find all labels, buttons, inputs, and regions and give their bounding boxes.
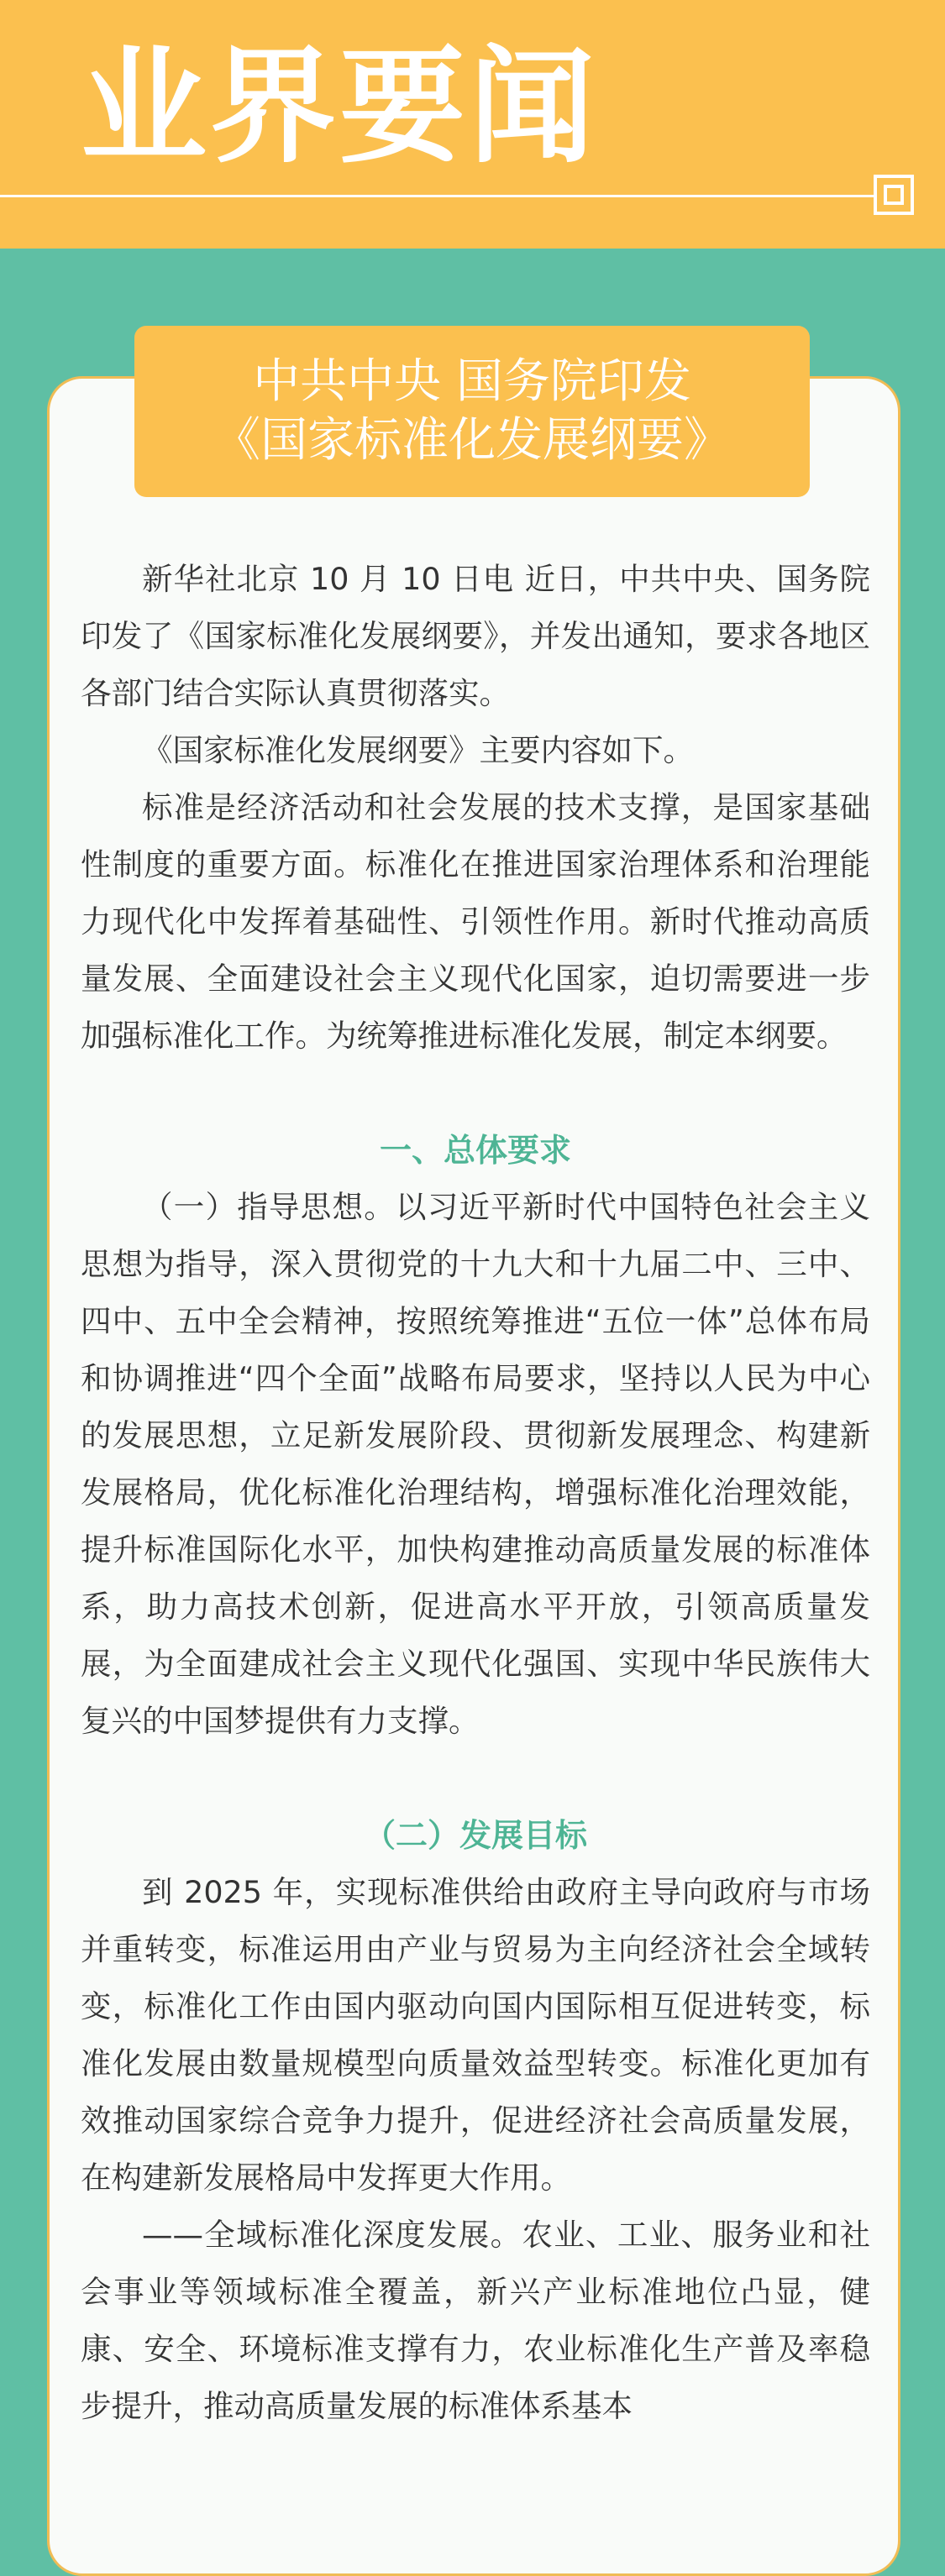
header-banner: [0, 0, 945, 249]
spacer: [81, 1750, 870, 1807]
body-paragraph: ——全域标准化深度发展。农业、工业、服务业和社会事业等领域标准全覆盖，新兴产业标准地位凸显，健康、安全、环境标准支撑有力，农业标准化生产普及率稳步提升，推动高质量发展的标准体系基本: [81, 2217, 870, 2424]
header-divider: [0, 195, 874, 197]
spacer: [81, 1065, 870, 1122]
section-heading: 一、总体要求: [379, 1131, 571, 1169]
nested-square-icon: [874, 175, 914, 215]
body-paragraph: （一）指导思想。以习近平新时代中国特色社会主义思想为指导，深入贯彻党的十九大和十九届二中、三中、四中、五中全会精神，按照统筹推进“五位一体”总体布局和协调推进“四个全面”战略布局要求，坚持以人民为中心的发展思想，立足新发展阶段、贯彻新发展理念、构建新发展格局，优化标准化治理结构，增强标准化治理效能，提升标准国际化水平，加快构建推动高质量发展的标准体系，助力高技术创新，促进高水平开放，引领高质量发展，为全面建成社会主义现代化强国、实现中华民族伟大复兴的中国梦提供有力支撑。: [81, 1189, 870, 1739]
section-heading: （二）发展目标: [363, 1816, 587, 1854]
intro-paragraph: 新华社北京 10 月 10 日电 近日，中共中央、国务院印发了《国家标准化发展纲要》，并发出通知，要求各地区各部门结合实际认真贯彻落实。: [81, 561, 870, 711]
article-body: [81, 551, 870, 2435]
intro-paragraph: 标准是经济活动和社会发展的技术支撑，是国家基础性制度的重要方面。标准化在推进国家治理体系和治理能力现代化中发挥着基础性、引领性作用。新时代推动高质量发展、全面建设社会主义现代化国家，迫切需要进一步加强标准化工作。为统筹推进标准化发展，制定本纲要。: [81, 789, 870, 1054]
article-title-line-2: 《国家标准化发展纲要》: [213, 413, 731, 468]
intro-paragraph: 《国家标准化发展纲要》主要内容如下。: [142, 732, 694, 768]
article-title-box: [134, 326, 810, 497]
article-title-line-1: 中共中央 国务院印发: [253, 354, 691, 409]
page-title: 业界要闻: [81, 33, 599, 181]
body-paragraph: 到 2025 年，实现标准供给由政府主导向政府与市场并重转变，标准运用由产业与贸易为主向经济社会全域转变，标准化工作由国内驱动向国内国际相互促进转变，标准化发展由数量规模型向质量效益型转变。标准化更加有效推动国家综合竞争力提升，促进经济社会高质量发展，在构建新发展格局中发挥更大作用。: [81, 1874, 870, 2196]
